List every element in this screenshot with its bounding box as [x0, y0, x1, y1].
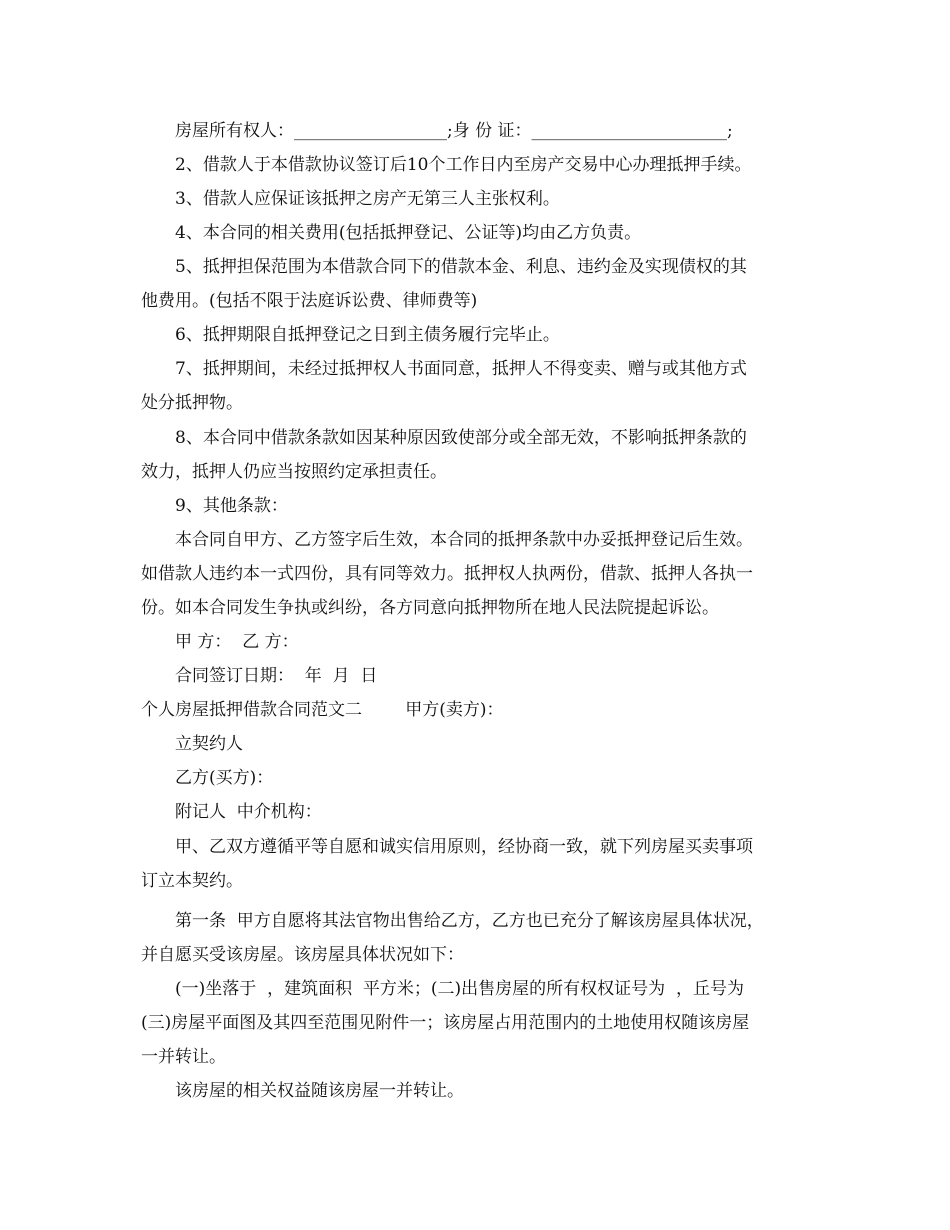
signing-date-line: 合同签订日期： 年 月 日: [175, 666, 378, 686]
effect-line-3: 份。如本合同发生争执或纠纷，各方同意向抵押物所在地人民法院提起诉讼。: [141, 598, 719, 618]
principle-line-1: 甲、乙双方遵循平等自愿和诚实信用原则，经协商一致，就下列房屋买卖事项: [175, 837, 753, 857]
rights-transfer-line: 该房屋的相关权益随该房屋一并转让。: [175, 1081, 464, 1101]
parties-line: 甲 方： 乙 方：: [175, 632, 299, 652]
contractor-line: 立契约人: [175, 734, 243, 754]
clause-9: 9、其他条款：: [175, 496, 288, 516]
property-detail-line-1: (一)坐落于 ，建筑面积 平方米；(二)出售房屋的所有权权证号为 ，丘号为: [175, 979, 744, 999]
principle-line-2: 订立本契约。: [141, 871, 243, 891]
agent-line: 附记人 中介机构：: [175, 802, 322, 822]
clause-8-line-1: 8、本合同中借款条款如因某种原因致使部分或全部无效，不影响抵押条款的: [175, 428, 747, 448]
clause-5-line-1: 5、抵押担保范围为本借款合同下的借款本金、利息、违约金及实现债权的其: [175, 257, 747, 277]
clause-5-line-2: 他费用。(包括不限于法庭诉讼费、律师费等): [141, 291, 478, 311]
clause-3: 3、借款人应保证该抵押之房产无第三人主张权利。: [175, 189, 560, 209]
property-detail-line-3: 一并转让。: [141, 1047, 226, 1067]
article-1-line-2: 并自愿买受该房屋。该房屋具体状况如下：: [141, 945, 464, 965]
clause-8-line-2: 效力，抵押人仍应当按照约定承担责任。: [141, 462, 447, 482]
clause-2: 2、借款人于本借款协议签订后10个工作日内至房产交易中心办理抵押手续。: [175, 155, 752, 175]
contract-two-title: 个人房屋抵押借款合同范文二 甲方(卖方)：: [141, 700, 504, 720]
property-detail-line-2: (三)房屋平面图及其四至范围见附件一；该房屋占用范围内的土地使用权随该房屋: [141, 1013, 750, 1033]
buyer-line: 乙方(买方)：: [175, 768, 274, 788]
article-1-line-1: 第一条 甲方自愿将其法官物出售给乙方，乙方也已充分了解该房屋具体状况，: [175, 911, 764, 931]
owner-id-line: 房屋所有权人：__________________;身 份 证：_______________________;: [175, 121, 733, 141]
effect-line-1: 本合同自甲方、乙方签字后生效，本合同的抵押条款中办妥抵押登记后生效。: [175, 530, 753, 550]
effect-line-2: 如借款人违约本一式四份，具有同等效力。抵押权人执两份，借款、抵押人各执一: [141, 564, 753, 584]
clause-6: 6、抵押期限自抵押登记之日到主债务履行完毕止。: [175, 325, 560, 345]
clause-4: 4、本合同的相关费用(包括抵押登记、公证等)均由乙方负责。: [175, 223, 642, 243]
clause-7-line-2: 处分抵押物。: [141, 393, 243, 413]
clause-7-line-1: 7、抵押期间，未经过抵押权人书面同意，抵押人不得变卖、赠与或其他方式: [175, 359, 747, 379]
